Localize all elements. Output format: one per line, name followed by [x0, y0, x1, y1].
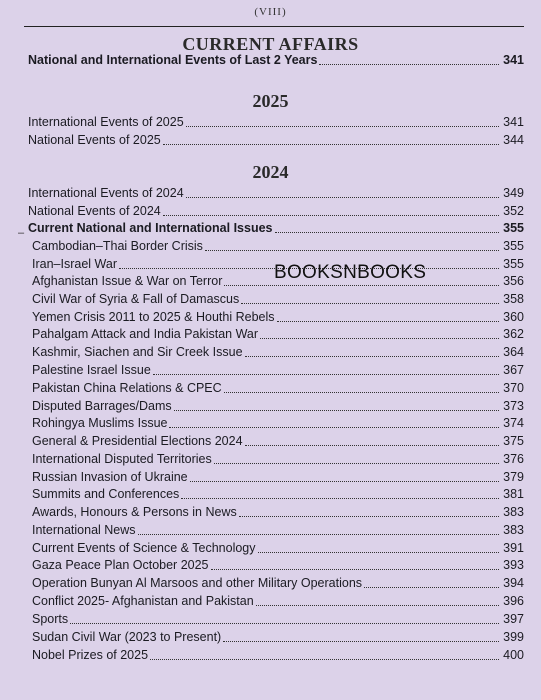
toc-entry-title: Yemen Crisis 2011 to 2025 & Houthi Rebels: [32, 310, 275, 324]
toc-entry-page: 341: [503, 115, 524, 129]
toc-entry-page: 364: [503, 345, 524, 359]
toc-entry-title: International Events of 2024: [28, 186, 184, 200]
toc-entry-page: 391: [503, 541, 524, 555]
toc-entry: [32, 451, 524, 467]
dot-leader: [241, 303, 499, 304]
toc-entry-page: 349: [503, 186, 524, 200]
toc-entry: [32, 557, 524, 573]
toc-entry-title: Rohingya Muslims Issue: [32, 416, 168, 430]
toc-entry-title: International Disputed Territories: [32, 452, 212, 466]
toc-entry-title: Nobel Prizes of 2025: [32, 648, 149, 662]
dot-leader: [205, 250, 499, 251]
toc-entry-page: 400: [503, 648, 524, 662]
toc-entry-title: Current Events of Science & Technology: [32, 541, 256, 555]
toc-entry-page: 370: [503, 381, 524, 395]
dot-leader: [275, 232, 500, 233]
dot-leader: [223, 641, 499, 642]
toc-entry: [32, 398, 524, 414]
toc-entry-page: 362: [503, 327, 524, 341]
toc-entry: [32, 486, 524, 502]
toc-entry-title: Summits and Conferences: [32, 487, 180, 501]
dot-leader: [364, 587, 499, 588]
toc-entry-title: General & Presidential Elections 2024: [32, 434, 243, 448]
toc-entry-title: Cambodian–Thai Border Crisis: [32, 239, 203, 253]
toc-entry-page: 399: [503, 630, 524, 644]
dot-leader: [258, 552, 499, 553]
toc-entry-title: Gaza Peace Plan October 2025: [32, 558, 209, 572]
dot-leader: [224, 285, 499, 286]
dot-leader: [70, 623, 499, 624]
toc-entry-page: 341: [503, 53, 524, 67]
toc-entry: [32, 291, 524, 307]
dot-leader: [169, 427, 499, 428]
toc-entry-page: 393: [503, 558, 524, 572]
page-number-label: (VIII): [254, 6, 287, 18]
toc-entry: [32, 469, 524, 485]
dot-leader: [186, 126, 499, 127]
toc-entry-title: Afghanistan Issue & War on Terror: [32, 274, 223, 288]
section-heading-2025: 2025: [252, 91, 289, 111]
toc-entry: [28, 132, 524, 148]
toc-entry-page: 356: [503, 274, 524, 288]
dot-leader: [260, 338, 499, 339]
header-rule: [24, 26, 524, 27]
toc-entry-page: 376: [503, 452, 524, 466]
toc-entry: [32, 575, 524, 591]
toc-entry-page: 355: [503, 221, 524, 235]
dot-leader: [277, 321, 499, 322]
toc-entry-title: Awards, Honours & Persons in News: [32, 505, 237, 519]
toc-entry-page: 394: [503, 576, 524, 590]
toc-entry: [32, 611, 524, 627]
toc-entry-page: 383: [503, 523, 524, 537]
toc-entry-page: 373: [503, 399, 524, 413]
toc-entry: [28, 114, 524, 130]
dot-leader: [239, 516, 499, 517]
toc-entry: [32, 362, 524, 378]
toc-entry: [32, 629, 524, 645]
toc-entry-title: Current National and International Issues: [28, 221, 273, 235]
toc-entry-page: 374: [503, 416, 524, 430]
toc-entry: [32, 504, 524, 520]
dot-leader: [186, 197, 499, 198]
toc-entry-title: Palestine Israel Issue: [32, 363, 151, 377]
toc-entry-title: National Events of 2024: [28, 204, 161, 218]
toc-entry: [28, 220, 524, 236]
dot-leader: [150, 659, 499, 660]
dot-leader: [174, 410, 499, 411]
toc-entry-page: 379: [503, 470, 524, 484]
margin-mark: –: [18, 227, 25, 239]
toc-entry-title: Sports: [32, 612, 69, 626]
toc-entry-title: Pahalgam Attack and India Pakistan War: [32, 327, 259, 341]
toc-entry: [32, 380, 524, 396]
section-heading-2024: 2024: [252, 162, 289, 182]
toc-entry-page: 360: [503, 310, 524, 324]
toc-entry: [32, 540, 524, 556]
toc-entry: [32, 433, 524, 449]
toc-entry-page: 344: [503, 133, 524, 147]
toc-entry-title: International Events of 2025: [28, 115, 184, 129]
toc-entry-page: 383: [503, 505, 524, 519]
dot-leader: [163, 144, 499, 145]
toc-entry: [32, 309, 524, 325]
watermark-text: BOOKSNBOOKS: [274, 262, 427, 283]
toc-entry-page: 352: [503, 204, 524, 218]
toc-entry-title: Conflict 2025- Afghanistan and Pakistan: [32, 594, 254, 608]
dot-leader: [163, 215, 499, 216]
dot-leader: [214, 463, 499, 464]
toc-entry-title: National Events of 2025: [28, 133, 161, 147]
dot-leader: [256, 605, 499, 606]
toc-entry-page: 396: [503, 594, 524, 608]
toc-entry-title: Iran–Israel War: [32, 257, 117, 271]
toc-entry: [32, 415, 524, 431]
toc-entry-title: Sudan Civil War (2023 to Present): [32, 630, 222, 644]
dot-leader: [153, 374, 499, 375]
toc-entry-title: Kashmir, Siachen and Sir Creek Issue: [32, 345, 243, 359]
toc-entry-title: Disputed Barrages/Dams: [32, 399, 172, 413]
toc-entry-page: 358: [503, 292, 524, 306]
toc-entry: [32, 647, 524, 663]
toc-entry: [32, 522, 524, 538]
dot-leader: [245, 445, 499, 446]
toc-entry-page: 397: [503, 612, 524, 626]
toc-entry-page: 355: [503, 257, 524, 271]
toc-entry: [32, 238, 524, 254]
toc-entry-title: National and International Events of Last 2 Years: [28, 53, 318, 67]
toc-entry-title: International News: [32, 523, 136, 537]
dot-leader: [224, 392, 499, 393]
toc-entry-page: 355: [503, 239, 524, 253]
toc-entry: [28, 52, 524, 68]
toc-entry-page: 367: [503, 363, 524, 377]
toc-entry: [28, 203, 524, 219]
toc-entry-page: 381: [503, 487, 524, 501]
dot-leader: [138, 534, 499, 535]
toc-entry: [32, 326, 524, 342]
section-heading-current-affairs: CURRENT AFFAIRS: [182, 34, 359, 54]
toc-entry-page: 375: [503, 434, 524, 448]
dot-leader: [211, 569, 499, 570]
dot-leader: [181, 498, 499, 499]
toc-entry-title: Russian Invasion of Ukraine: [32, 470, 188, 484]
toc-entry-title: Civil War of Syria & Fall of Damascus: [32, 292, 240, 306]
dot-leader: [190, 481, 499, 482]
dot-leader: [245, 356, 499, 357]
dot-leader: [319, 64, 499, 65]
toc-entry: [28, 185, 524, 201]
toc-entry: [32, 344, 524, 360]
toc-entry: [32, 593, 524, 609]
toc-entry-title: Pakistan China Relations & CPEC: [32, 381, 222, 395]
toc-entry-title: Operation Bunyan Al Marsoos and other Military Operations: [32, 576, 363, 590]
